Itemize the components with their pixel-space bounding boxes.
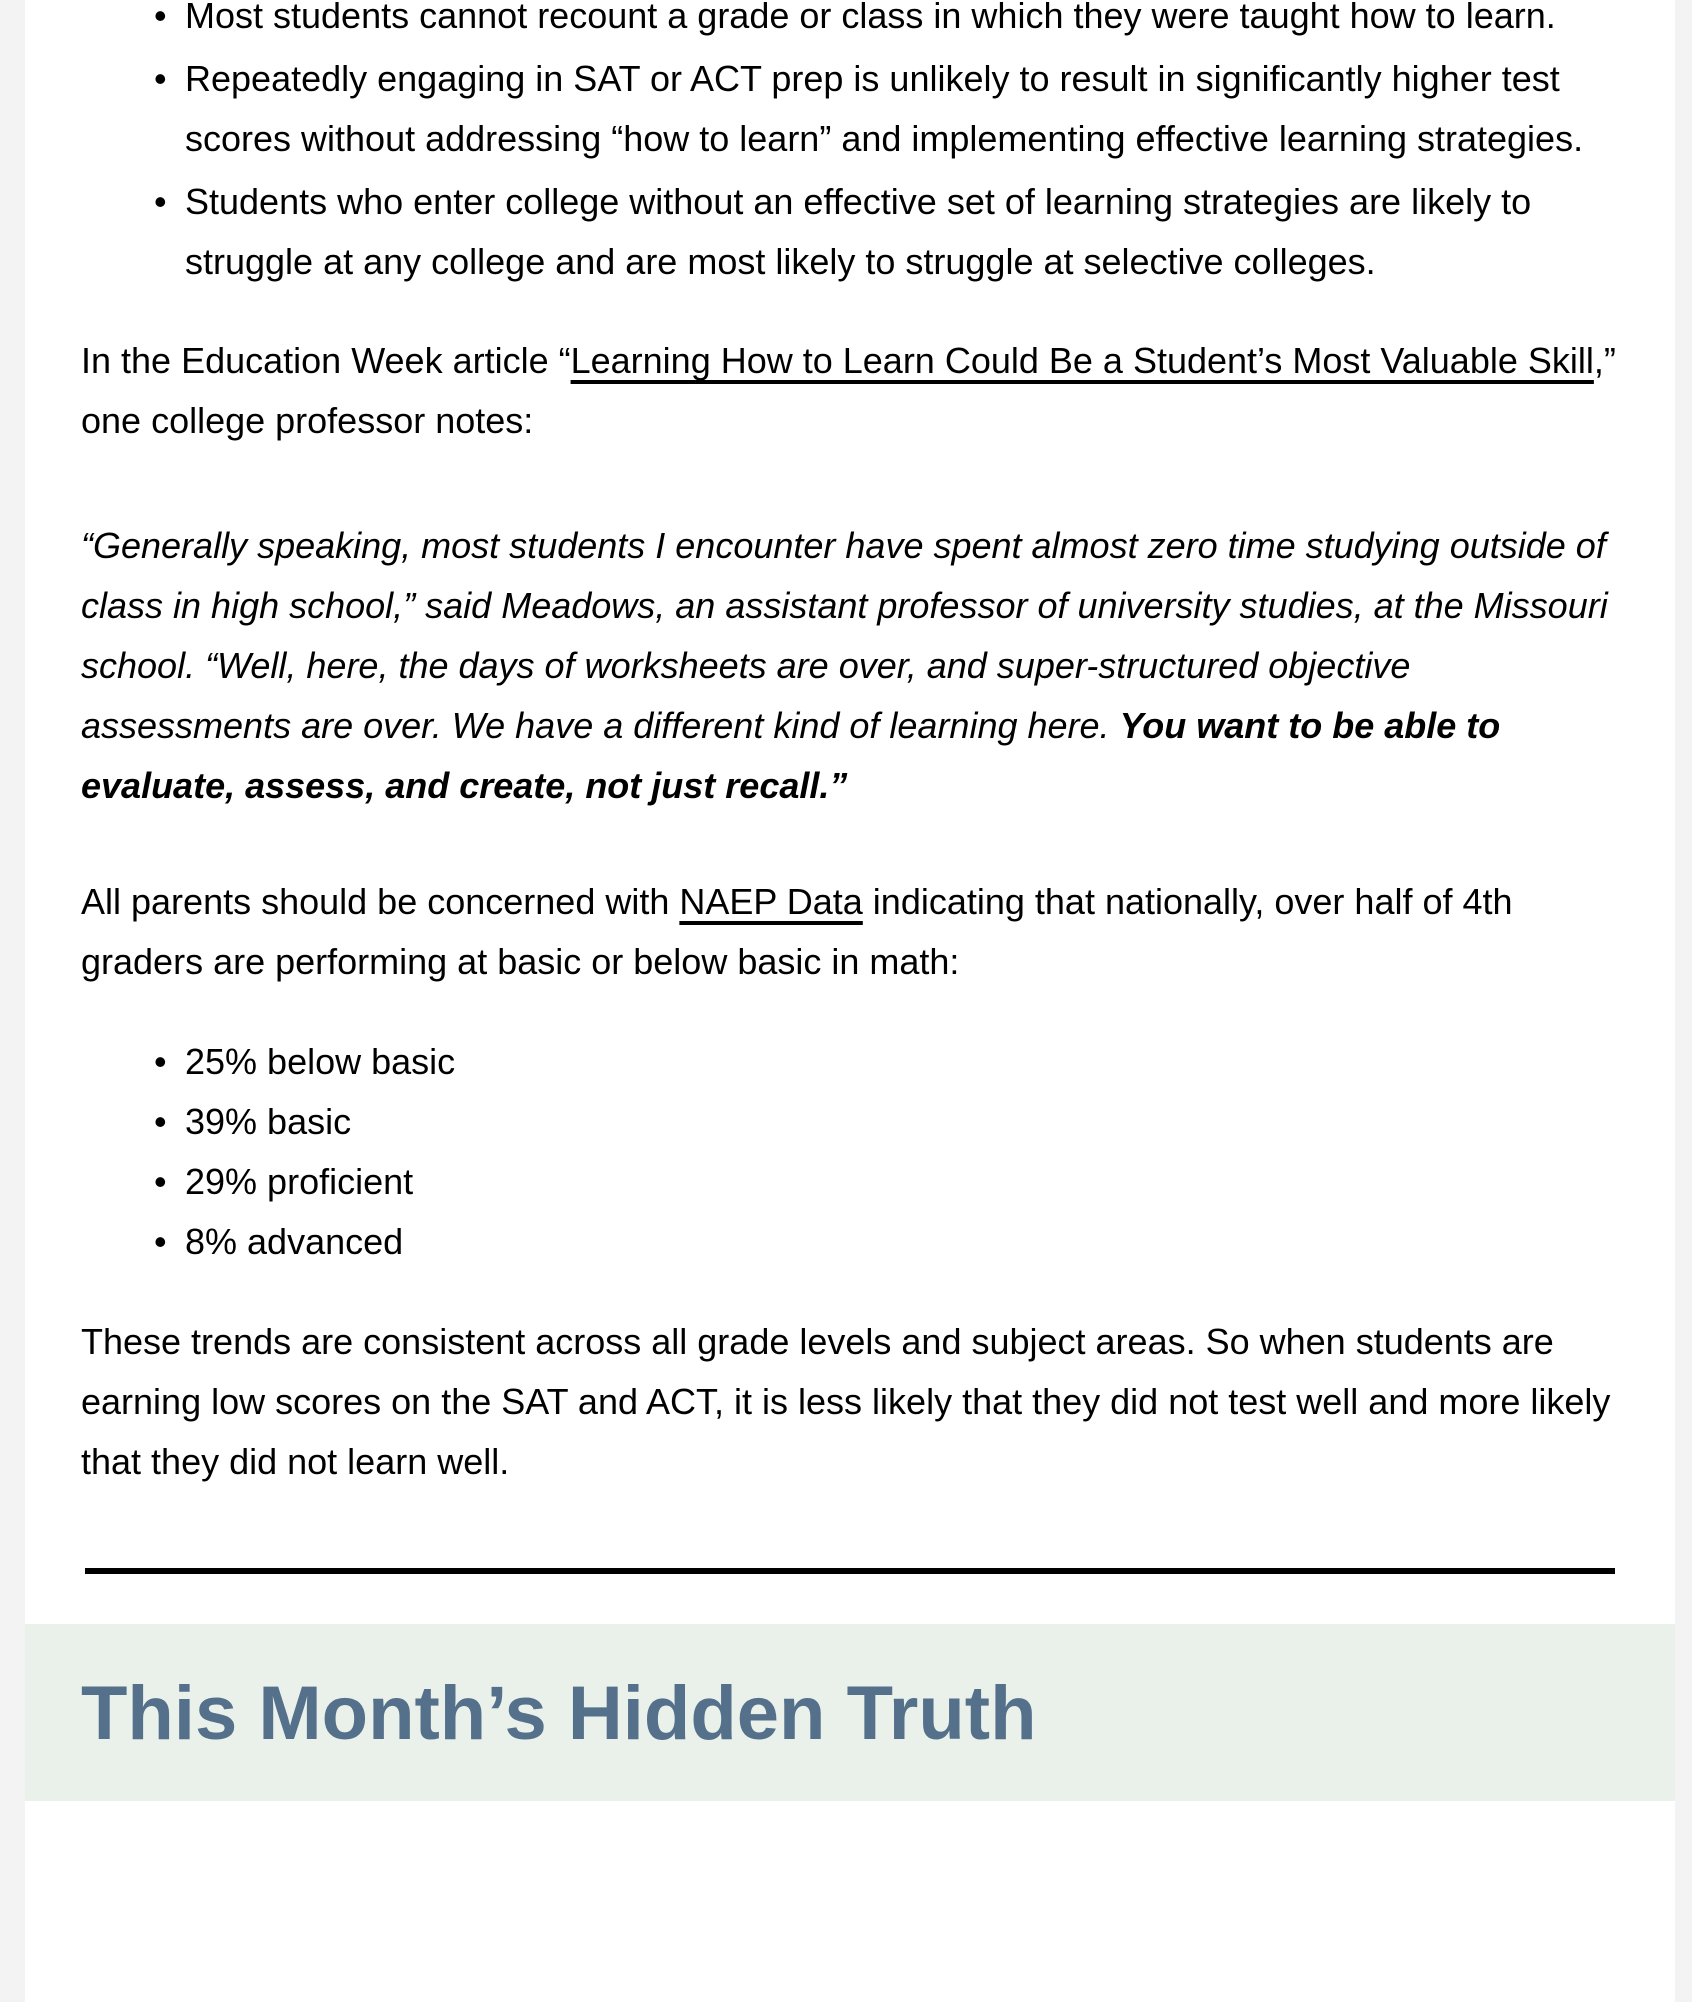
naep-stat-item: • 25% below basic bbox=[185, 1032, 1619, 1092]
text-segment: In the Education Week article “ bbox=[81, 340, 571, 381]
key-points-list bbox=[81, 0, 1619, 292]
hidden-truth-section bbox=[25, 1624, 1675, 1801]
key-point-item: • Students who enter college without an effective set of learning strategies are likely to struggle at any college and are most likely to struggle at selective colleges. bbox=[185, 172, 1619, 292]
naep-paragraph bbox=[81, 872, 1619, 992]
hidden-truth-title: This Month’s Hidden Truth bbox=[81, 1671, 1037, 1756]
naep-stat-item: • 8% advanced bbox=[185, 1212, 1619, 1272]
email-content-column bbox=[25, 0, 1675, 2002]
text-segment: indicating that nationally, over half of 4th graders are performing at basic or below basic in math: bbox=[81, 881, 1513, 982]
professor-quote-paragraph bbox=[81, 516, 1619, 816]
section-divider bbox=[85, 1568, 1615, 1574]
article-body bbox=[25, 0, 1675, 1574]
naep-data-link[interactable]: NAEP Data bbox=[679, 881, 863, 922]
text-segment: You want to be able to evaluate, assess, and create, not just recall.” bbox=[81, 705, 1501, 806]
text-segment: All parents should be concerned with bbox=[81, 881, 680, 922]
text-segment: ,” one college professor notes: bbox=[81, 340, 1616, 441]
education-week-paragraph bbox=[81, 331, 1619, 451]
trends-paragraph: These trends are consistent across all grade levels and subject areas. So when students are earning low scores on the SAT and ACT, it is less likely that they did not test well and more likely that they did not learn well. bbox=[81, 1321, 1611, 1482]
key-point-item: • Repeatedly engaging in SAT or ACT prep is unlikely to result in significantly higher test scores without addressing “how to learn” and implementing effective learning strategies. bbox=[185, 49, 1619, 169]
naep-stat-item: • 29% proficient bbox=[185, 1152, 1619, 1212]
education-week-article-link[interactable]: Learning How to Learn Could Be a Student’s Most Valuable Skill bbox=[570, 340, 1594, 381]
text-segment: “Generally speaking, most students I encounter have spent almost zero time studying outside of class in high school,” said Meadows, an assistant professor of university studies, at the Missouri school. “Well, here, the days of worksheets are over, and super-structured objective assessments are over. We have a different kind of learning here. bbox=[81, 525, 1608, 746]
naep-stats-list bbox=[81, 1032, 1619, 1272]
naep-stat-item: • 39% basic bbox=[185, 1092, 1619, 1152]
key-point-item: • Most students cannot recount a grade or class in which they were taught how to learn. bbox=[185, 0, 1619, 46]
